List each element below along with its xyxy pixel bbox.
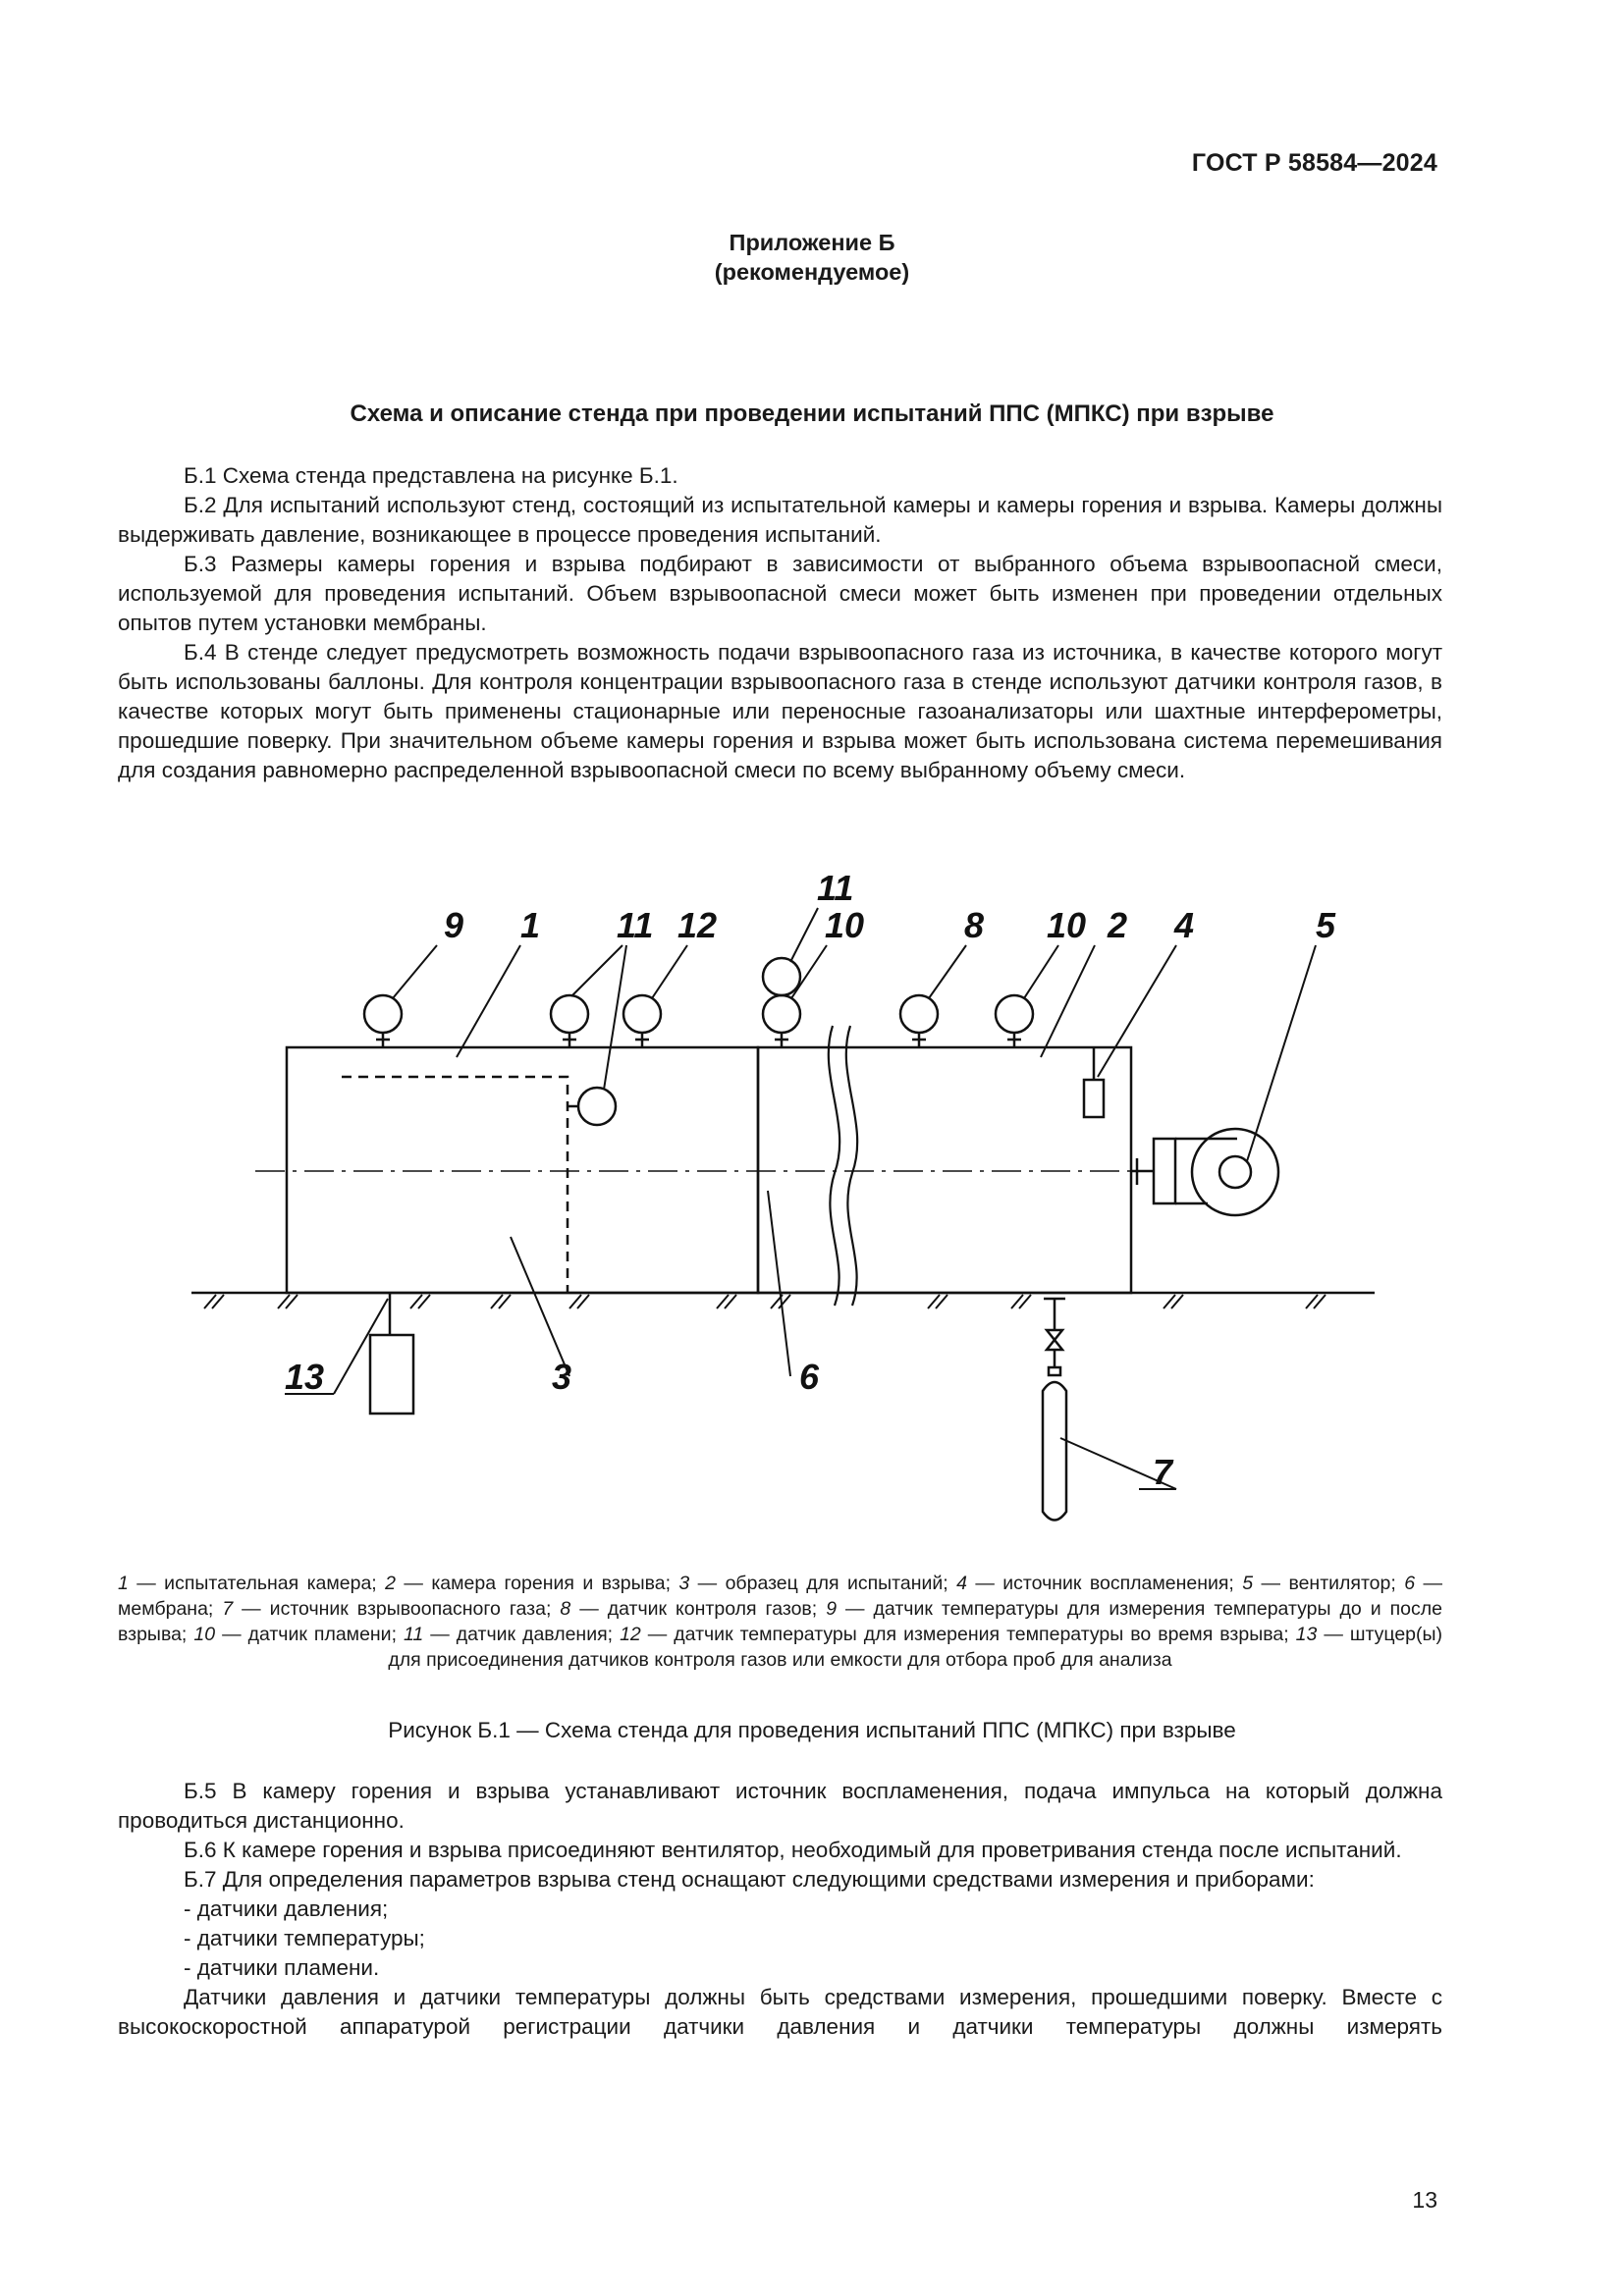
sampling-port [370, 1293, 413, 1414]
page-number: 13 [1412, 2187, 1437, 2213]
figure-label-6: 6 [799, 1357, 820, 1397]
legend-number: 1 [118, 1573, 129, 1594]
sensor-10-and-11-stack [763, 958, 800, 1047]
legend-number: 12 [620, 1624, 641, 1645]
figure-label-11-top: 11 [817, 868, 854, 908]
figure-label-3: 3 [552, 1357, 572, 1397]
legend-text: — датчик давления; [423, 1624, 621, 1645]
legend-number: 9 [826, 1598, 838, 1620]
legend-text: — камера горения и взрыва; [396, 1573, 679, 1594]
appendix-title: Приложение Б [729, 230, 895, 255]
legend-number: 7 [222, 1598, 234, 1620]
legend-number: 2 [385, 1573, 396, 1594]
test-chamber [287, 1047, 758, 1293]
figure-label-9: 9 [444, 905, 464, 945]
paragraph-b7: Б.7 Для определения параметров взрыва стенд оснащают следующими средствами измерения и приборами: [184, 1867, 1315, 1892]
figure-caption: Рисунок Б.1 — Схема стенда для проведения испытаний ППС (МПКС) при взрыве [388, 1718, 1236, 1742]
body-text-bottom [118, 1777, 1442, 2042]
body-text-top [118, 461, 1442, 785]
figure-label-10-right: 10 [1047, 905, 1087, 945]
figure-label-10: 10 [825, 905, 865, 945]
legend-number: 13 [1295, 1624, 1318, 1645]
legend-text: — испытательная камера; [128, 1573, 386, 1594]
figure-label-12: 12 [677, 905, 718, 945]
legend-text: — источник взрывоопасного газа; [233, 1598, 561, 1620]
legend-text: — образец для испытаний; [689, 1573, 957, 1594]
legend-text: — датчик температуры для измерения температуры до и после взрыва; [118, 1598, 1443, 1645]
figure-label-2: 2 [1108, 905, 1128, 945]
paragraph-final: Датчики давления и датчики температуры должны быть средствами измерения, прошедшими поверку. Вместе с высокоскоростной аппаратурой регистрации датчики давления и датчики температуры должны измерять [118, 1985, 1442, 2039]
paragraph-b6: Б.6 К камере горения и взрыва присоединяют вентилятор, необходимый для проветривания стенда после испытаний. [184, 1838, 1402, 1862]
figure-label-13: 13 [285, 1357, 325, 1397]
paragraph-b3: Б.3 Размеры камеры горения и взрыва подбирают в зависимости от выбранного объема взрывоопасной смеси, используемой для проведения испытаний. Объем взрывоопасной смеси может быть изменен при проведении отдельных опытов путем установки мембраны. [118, 552, 1442, 635]
paragraph-b5: Б.5 В камеру горения и взрыва устанавливают источник воспламенения, подача импульса на который должна проводиться дистанционно. [118, 1779, 1442, 1833]
legend-number: 8 [560, 1598, 571, 1620]
list-item: - датчики температуры; [184, 1926, 425, 1950]
standard-number: ГОСТ Р 58584—2024 [1191, 149, 1437, 177]
list-item: - датчики пламени. [184, 1955, 380, 1980]
figure-legend [118, 1571, 1442, 1673]
legend-number: 3 [678, 1573, 690, 1594]
paragraph-b2: Б.2 Для испытаний используют стенд, состоящий из испытательной камеры и камеры горения и взрыва. Камеры должны выдерживать давление, возникающее в процессе проведения испытаний. [118, 493, 1442, 547]
sample-outline [342, 1077, 568, 1293]
fan [1131, 1129, 1278, 1215]
figure-label-8: 8 [964, 905, 985, 945]
legend-number: 5 [1242, 1573, 1254, 1594]
section-title: Схема и описание стенда при проведении испытаний ППС (МПКС) при взрыве [350, 400, 1274, 427]
gas-cylinder [1043, 1299, 1066, 1521]
figure-label-11: 11 [617, 905, 654, 945]
appendix-heading [0, 228, 1624, 287]
paragraph-b4: Б.4 В стенде следует предусмотреть возможность подачи взрывоопасного газа из источника, в качестве которого могут быть использованы баллоны. Для контроля концентрации взрывоопасного газа в стенде используют датчики контроля газов, в качестве которых могут быть применены стационарные или переносные газоанализаторы или шахтные интерферометры, прошедшие поверку. При значительном объеме камеры горения и взрыва может быть использована система перемешивания для создания равномерно распределенной взрывоопасной смеси по всему выбранному объему смеси. [118, 640, 1442, 782]
sensor-11-top [551, 995, 588, 1047]
sensor-12 [623, 995, 661, 1047]
sensor-9 [364, 995, 402, 1047]
legend-text: — датчик температуры для измерения температуры во время взрыва; [640, 1624, 1296, 1645]
figure-label-5: 5 [1316, 905, 1336, 945]
legend-number: 6 [1404, 1573, 1416, 1594]
legend-text: — датчик пламени; [215, 1624, 404, 1645]
legend-text: — мембрана; [118, 1573, 1442, 1620]
sensor-10-right [996, 995, 1033, 1047]
figure-label-7: 7 [1153, 1452, 1173, 1492]
sensor-8 [900, 995, 938, 1047]
figure-label-1: 1 [520, 905, 541, 945]
legend-text: — датчик контроля газов; [570, 1598, 827, 1620]
break-line-left [829, 1026, 839, 1306]
legend-text: — источник воспламенения; [966, 1573, 1243, 1594]
figure-b1-diagram [0, 829, 1624, 1546]
sensor-11-inner [568, 1088, 616, 1125]
ignition-source [1084, 1047, 1104, 1117]
leader-lines [285, 908, 1316, 1489]
appendix-status: (рекомендуемое) [714, 259, 910, 285]
combustion-chamber [758, 1047, 1131, 1293]
paragraph-b1: Б.1 Схема стенда представлена на рисунке Б.1. [184, 463, 678, 488]
legend-text: — вентилятор; [1253, 1573, 1405, 1594]
list-item: - датчики давления; [184, 1896, 389, 1921]
legend-text: — штуцер(ы) для присоединения датчиков контроля газов или емкости для отбора проб для анализа [388, 1624, 1443, 1671]
break-line-right [846, 1026, 857, 1306]
ground-hatching [204, 1295, 1326, 1308]
figure-label-4: 4 [1174, 905, 1195, 945]
legend-number: 10 [193, 1624, 216, 1645]
legend-number: 4 [956, 1573, 967, 1594]
legend-number: 11 [404, 1624, 424, 1645]
